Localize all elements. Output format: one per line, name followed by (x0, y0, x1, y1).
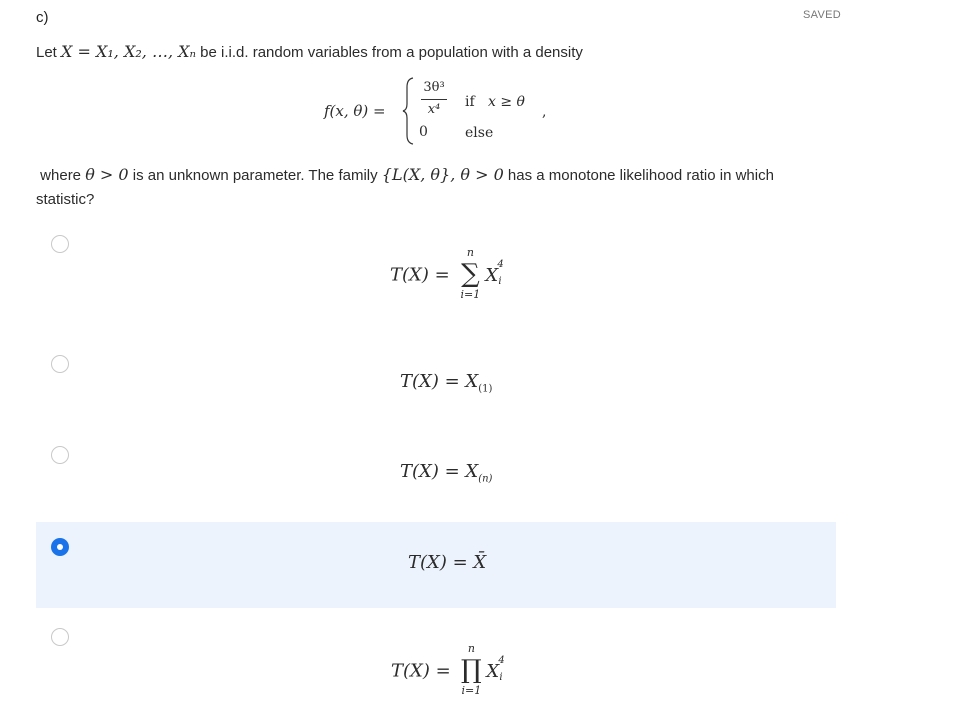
density-lhs: f(x, θ) = (324, 102, 386, 120)
option-5-lhs: T(X) = (391, 660, 451, 682)
product-term-var: X (486, 660, 500, 682)
product-symbol-icon: ∏ (461, 655, 482, 685)
question-stem-main (36, 163, 826, 212)
sum-term-sup: 4 (497, 258, 504, 270)
radio-button-5[interactable] (51, 628, 69, 646)
option-3-main: T(X) = X (400, 461, 479, 482)
product-term-sup: 4 (498, 654, 505, 666)
product-upper-limit: n (467, 642, 475, 655)
unknown-text: is an unknown parameter. The family (128, 167, 382, 184)
theta-condition: θ > 0 (85, 165, 129, 184)
answer-option-2[interactable] (36, 346, 836, 416)
sum-term (485, 258, 504, 287)
question-number: c) (36, 9, 49, 26)
sum-term-sub: i (498, 275, 502, 287)
option-2-main: T(X) = X (400, 371, 479, 392)
rest-text: has a monotone likelihood ratio in which statistic? (36, 167, 774, 208)
density-condition-if (465, 94, 525, 110)
density-condition-else: else (465, 125, 494, 141)
left-brace-icon (402, 77, 414, 145)
product-lower-limit: i=1 (461, 684, 482, 697)
radio-button-2[interactable] (51, 355, 69, 373)
if-expression: x ≥ θ (488, 94, 525, 110)
sum-term-var: X (485, 264, 499, 286)
fraction-numerator: 3θ³ (423, 80, 445, 95)
density-formula (324, 77, 564, 149)
saved-status: SAVED (803, 9, 841, 21)
sum-symbol-icon: ∑ (461, 259, 480, 289)
answer-option-1[interactable] (36, 226, 836, 316)
question-stem-intro (36, 42, 583, 61)
radio-button-4[interactable] (51, 538, 69, 556)
density-comma: , (542, 104, 547, 120)
radio-button-1[interactable] (51, 235, 69, 253)
intro-text-post: be i.i.d. random variables from a population with a density (196, 44, 583, 61)
intro-text-pre: Let (36, 44, 62, 61)
density-fraction (419, 77, 449, 120)
product-term-sub: i (499, 671, 503, 683)
sum-upper-limit: n (466, 246, 474, 259)
sum-lower-limit: i=1 (460, 288, 481, 301)
option-3-sub: (n) (478, 473, 493, 485)
radio-button-3[interactable] (51, 446, 69, 464)
intro-math: X = X₁, X₂, …, Xₙ (61, 42, 196, 61)
option-2-sub: (1) (478, 383, 493, 395)
option-1-lhs: T(X) = (390, 264, 450, 286)
option-4-formula: T(X) = X̄ (408, 552, 487, 573)
option-2-formula (400, 371, 492, 395)
answer-option-5[interactable] (36, 619, 836, 711)
answer-option-4[interactable] (36, 522, 836, 608)
option-3-formula (400, 461, 492, 485)
product-term (486, 654, 505, 683)
where-text: where (40, 167, 86, 184)
answer-option-3[interactable] (36, 437, 836, 507)
density-case-zero: 0 (419, 124, 428, 140)
fraction-denominator: x⁴ (427, 102, 441, 117)
sum-operator (455, 246, 485, 304)
product-operator (456, 642, 486, 700)
family-math: {L(X, θ}, θ > 0 (381, 165, 504, 184)
if-word: if (465, 94, 475, 110)
option-1-formula (390, 246, 504, 304)
option-5-formula (391, 642, 505, 700)
